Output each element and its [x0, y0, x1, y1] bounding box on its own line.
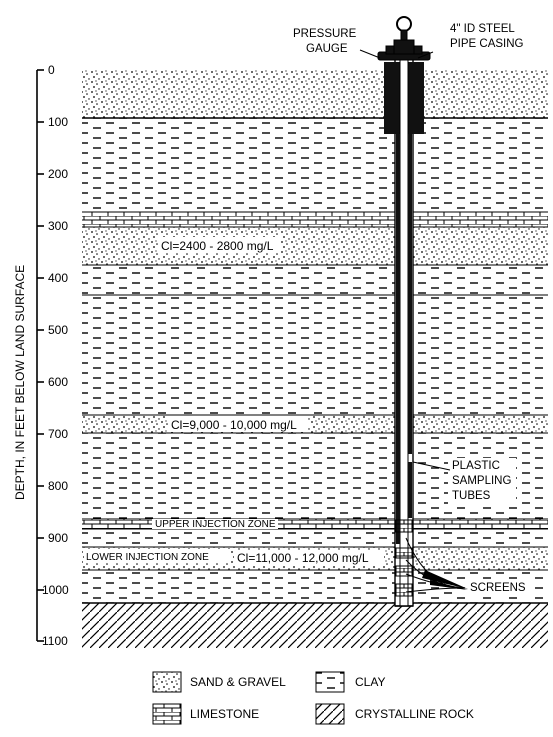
- legend-item-clay: [316, 672, 385, 692]
- svg-text:SAND & GRAVEL: SAND & GRAVEL: [190, 675, 286, 689]
- lower-injection-zone-label: LOWER INJECTION ZONE: [86, 552, 209, 563]
- chloride-middle-label: Cl=9,000 - 10,000 mg/L: [171, 418, 297, 432]
- stratum-sand-3: [82, 415, 548, 433]
- tick-label: 900: [48, 531, 69, 545]
- stratum-clay-3: [82, 295, 548, 415]
- pressure-gauge-label: GAUGE: [306, 43, 348, 55]
- legend: [153, 672, 474, 724]
- screen-segments: [396, 520, 412, 596]
- depth-axis: [37, 70, 44, 641]
- svg-text:LIMESTONE: LIMESTONE: [190, 707, 260, 721]
- legend-item-rock: [316, 704, 474, 724]
- sampling-tubes-label: TUBES: [452, 490, 491, 502]
- chloride-upper-label: Cl=2400 - 2800 mg/L: [161, 239, 274, 253]
- tick-label: 600: [48, 375, 69, 389]
- tick-label: 400: [48, 271, 69, 285]
- screens-label: SCREENS: [470, 582, 526, 594]
- depth-axis-label: DEPTH, IN FEET BELOW LAND SURFACE: [13, 264, 27, 500]
- legend-item-sand: [153, 672, 286, 692]
- sampling-tubes-label: PLASTIC: [452, 460, 500, 472]
- tick-label: 1000: [42, 583, 69, 597]
- casing-label: 4" ID STEEL: [450, 23, 515, 35]
- tick-label: 800: [48, 479, 69, 493]
- stratum-sand-2: [82, 227, 548, 265]
- grout-right: [408, 134, 412, 454]
- stratum-limestone-2: [82, 519, 548, 529]
- grout-left: [396, 134, 400, 544]
- stratum-clay-2: [82, 265, 548, 295]
- tick-label: 700: [48, 427, 69, 441]
- tick-label: 500: [48, 323, 69, 337]
- tick-label: 300: [48, 219, 69, 233]
- stratum-crystalline-rock: [82, 603, 548, 648]
- casing-label: PIPE CASING: [450, 38, 524, 50]
- stratum-clay-1: [82, 118, 548, 212]
- stratum-sand-gravel-top: [82, 70, 548, 118]
- stratum-clay-5: [82, 529, 548, 547]
- stratum-limestone-1: [82, 212, 548, 227]
- pressure-gauge-icon: [378, 17, 430, 60]
- legend-item-limestone: [153, 704, 259, 724]
- svg-text:CLAY: CLAY: [355, 675, 386, 689]
- svg-text:CRYSTALLINE ROCK: CRYSTALLINE ROCK: [355, 707, 474, 721]
- tick-label: 200: [48, 167, 69, 181]
- sampling-tube: [408, 462, 412, 518]
- tick-label: 1100: [42, 634, 68, 648]
- chloride-lower-label: Cl=11,000 - 12,000 mg/L: [237, 551, 369, 565]
- tick-label: 0: [48, 63, 55, 77]
- upper-injection-zone-label: UPPER INJECTION ZONE: [155, 519, 276, 530]
- depth-tick-labels: [42, 63, 69, 648]
- sampling-tubes-label: SAMPLING: [452, 475, 512, 487]
- tick-label: 100: [48, 115, 69, 129]
- pressure-gauge-label: PRESSURE: [293, 28, 357, 40]
